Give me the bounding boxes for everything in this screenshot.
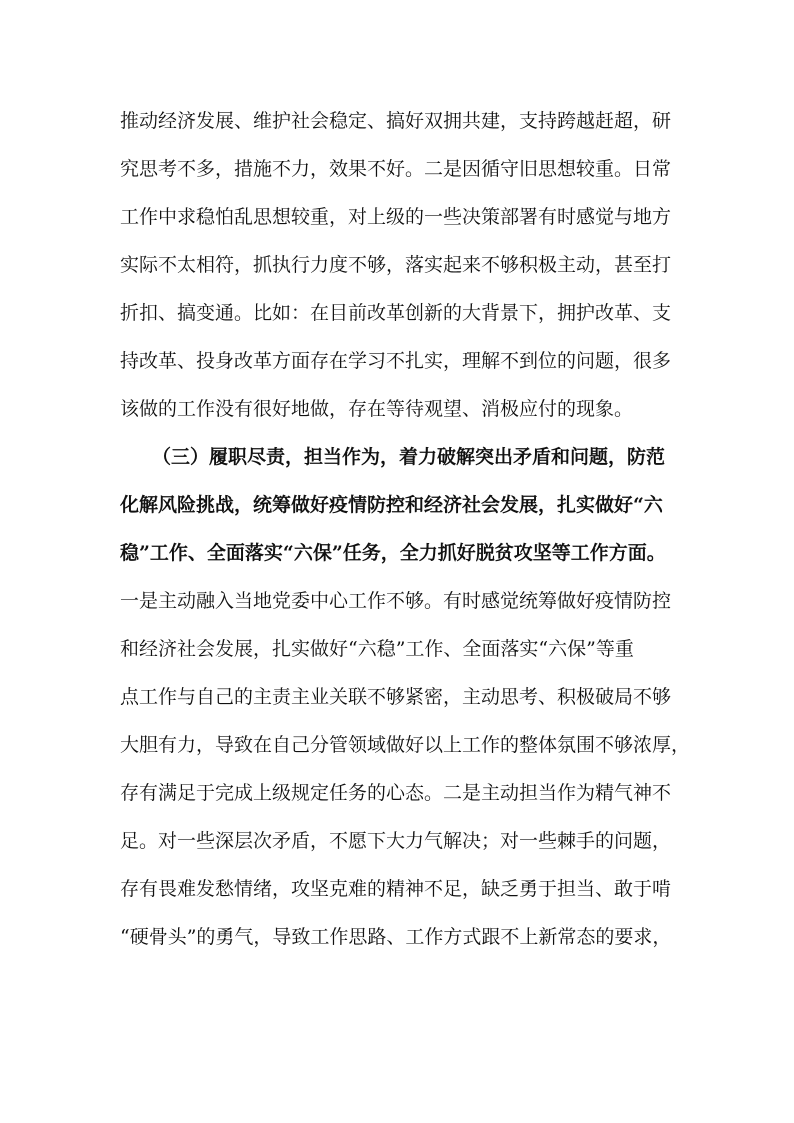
body-text-line: 推动经济发展、维护社会稳定、搞好双拥共建，支持跨越赶超，研 [120,110,672,132]
section-heading-line: （三）履职尽责，担当作为，着力破解突出矛盾和问题，防范 [152,446,666,468]
body-text-line: 折扣、搞变通。比如：在目前改革创新的大背景下，拥护改革、支 [120,302,672,324]
body-text-line: 持改革、投身改革方面存在学习不扎实，理解不到位的问题，很多 [120,350,672,372]
body-text-line: 实际不太相符，抓执行力度不够，落实起来不够积极主动，甚至打 [120,254,672,276]
body-text-line: 一是主动融入当地党委中心工作不够。有时感觉统筹做好疫情防控 [120,590,672,612]
body-text-line: 和经济社会发展，扎实做好“六稳”工作、全面落实“六保”等重 [120,638,634,660]
body-text-line: 大胆有力，导致在自己分管领域做好以上工作的整体氛围不够浓厚， [120,734,691,756]
body-text-line: 存有畏难发愁情绪，攻坚克难的精神不足，缺乏勇于担当、敢于啃 [120,878,672,900]
body-text-line: 工作中求稳怕乱思想较重，对上级的一些决策部署有时感觉与地方 [120,206,672,228]
body-text-line: 足。对一些深层次矛盾，不愿下大力气解决；对一些棘手的问题， [120,830,672,852]
body-text-line: 点工作与自己的主责主业关联不够紧密，主动思考、积极破局不够 [120,686,672,708]
body-text-line: 该做的工作没有很好地做，存在等待观望、消极应付的现象。 [120,398,634,420]
body-text-line: 存有满足于完成上级规定任务的心态。二是主动担当作为精气神不 [120,782,672,804]
section-heading-line: 化解风险挑战，统筹做好疫情防控和经济社会发展，扎实做好“六 [120,494,663,516]
section-heading-line: 稳”工作、全面落实“六保”任务，全力抓好脱贫攻坚等工作方面。 [120,542,666,564]
body-text-line: “硬骨头”的勇气，导致工作思路、工作方式跟不上新常态的要求， [120,926,672,948]
body-text-line: 究思考不多，措施不力，效果不好。二是因循守旧思想较重。日常 [120,158,672,180]
